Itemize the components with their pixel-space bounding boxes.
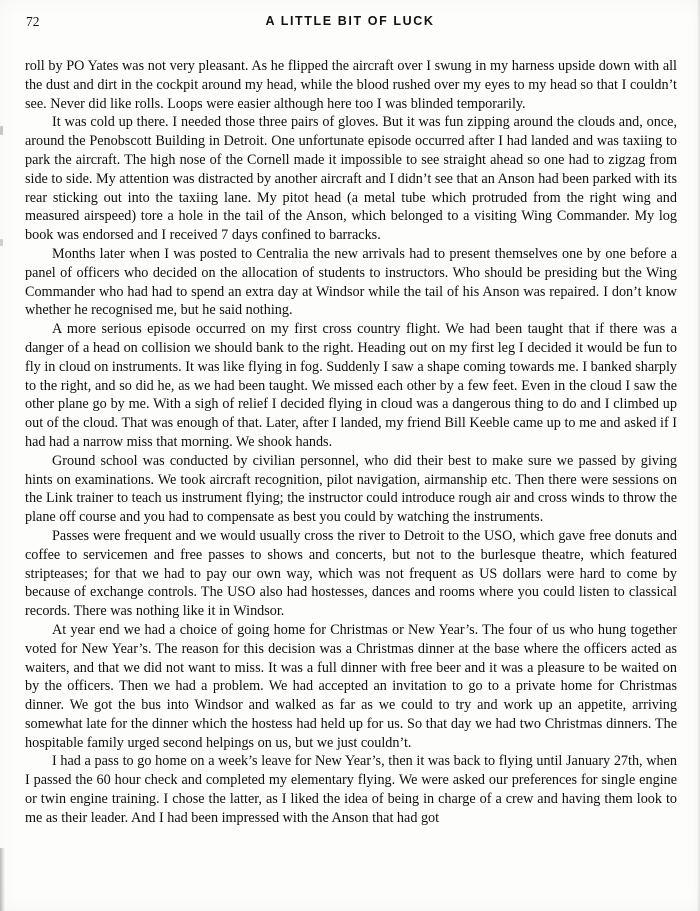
paragraph: Passes were frequent and we would usually cross the river to Detroit to the USO, which gave free donuts and coffee to servicemen and free passes to shows and concerts, but not to the burlesque theatre, which featured stripteases; for that we had to pay our own way, which was not frequent as US dollars were hard to come by because of exchange controls. The USO also had hostesses, dances and rooms where you could listen to classical records. There was nothing like it in Windsor. [25,527,677,620]
paragraph: At year end we had a choice of going home for Christmas or New Year’s. The four of us who hung together voted for New Year’s. The reason for this decision was a Christmas dinner at the base where the officers acted as waiters, and that we did not want to miss. It was a full dinner with free beer and it was a pleasure to be waited on by the officers. Then we had a problem. We had accepted an invitation to go to a private home for Christmas dinner. We got the bus into Windsor and walked as far as we could to try and work up an appetite, arriving somewhat late for the dinner which the hostess had held up for us. So that day we had two Christmas dinners. The hospitable family urged second helpings on us, but we just couldn’t. [25,621,677,751]
paragraph: It was cold up there. I needed those three pairs of gloves. But it was fun zipping around the clouds and, once, around the Penobscott Building in Detroit. One unfortunate episode occurred after I had landed and was taxiing to park the aircraft. The high nose of the Cornell made it impossible to see straight ahead so one had to zigzag from side to side. My attention was distracted by another aircraft and I didn’t see that an Anson had been parked with its rear sticking out into the taxiing lane. My pitot head (a metal tube which protruded from the right wing and measured airspeed) tore a hole in the tail of the Anson, which belonged to a visiting Wing Commander. My log book was endorsed and I received 7 days confined to barracks. [25,114,677,244]
paragraph: I had a pass to go home on a week’s leave for New Year’s, then it was back to flying until January 27th, when I passed the 60 hour check and completed my elementary flying. We were asked our preferences for single engine or twin engine training. I chose the latter, as I liked the idea of being in charge of a crew and having them look to me as their leader. And I had been impressed with the Anson that had got [25,753,677,826]
body-text [25,57,677,828]
scan-artifact [0,126,3,135]
paragraph: A more serious episode occurred on my first cross country flight. We had been taught that if there was a danger of a head on collision we should bank to the right. Heading out on my first leg I decided it would be fun to fly in cloud on instruments. It was like flying in fog. Suddenly I saw a shape coming towards me. I banked sharply to the right, and so did he, as we had been taught. We missed each other by a few feet. Even in the cloud I saw the other plane go by me. With a sigh of relief I decided flying in cloud was a dangerous thing to do and I climbed up out of the cloud. That was enough of that. Later, after I landed, my friend Bill Keeble came up to me and asked if I had had a narrow miss that morning. We shook hands. [25,321,677,450]
running-title: A LITTLE BIT OF LUCK [265,14,435,28]
page-number: 72 [26,14,40,29]
paragraph: Ground school was conducted by civilian personnel, who did their best to make sure we passed by giving hints on examinations. We took aircraft recognition, pilot navigation, airmanship etc. Then there were sessions on the Link trainer to teach us instrument flying; the instructor could introduce rough air and cross winds to throw the plane off course and you had to compensate as best you could by watching the instruments. [25,452,677,526]
scan-artifact [0,848,5,911]
scan-artifact [0,239,3,246]
page-header [0,12,700,34]
paragraph: roll by PO Yates was not very pleasant. As he flipped the aircraft over I swung in my harness upside down with all the dust and dirt in the cockpit around my head, while the blood rushed over my eyes to my head so that I couldn’t see. Never did like rolls. Loops were easier although here too I was blinded temporarily. [25,58,677,112]
paragraph: Months later when I was posted to Centralia the new arrivals had to present themselves one by one before a panel of officers who decided on the allocation of students to instructors. Who should be presiding but the Wing Commander who had had to spend an extra day at Windsor while the tail of his Anson was repaired. I don’t know whether he recognised me, but he said nothing. [25,245,677,319]
